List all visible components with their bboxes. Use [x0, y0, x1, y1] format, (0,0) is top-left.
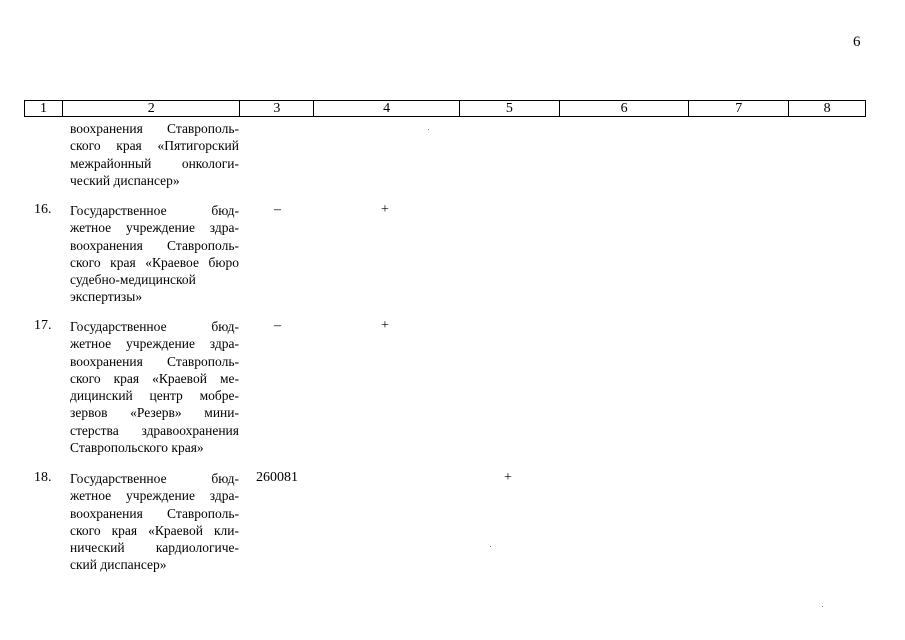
header-col-6: 6 [560, 101, 690, 116]
name-line: Ставропольского края» [70, 440, 204, 456]
row-16-col-3: – [274, 202, 281, 217]
name-line: межрайонный онкологи- [70, 155, 239, 171]
name-line: Государственное бюд- [70, 471, 239, 486]
header-col-4: 4 [314, 101, 460, 116]
name-line: Государственное бюд- [70, 319, 239, 334]
name-line: воохранения Ставрополь- [70, 121, 239, 136]
name-line: воохранения Ставрополь- [70, 353, 239, 369]
name-line: стерства здравоохранения [70, 422, 239, 438]
header-col-2: 2 [63, 101, 241, 116]
row-16-col-4: + [381, 202, 389, 217]
name-line: ского края «Краевой кли- [70, 522, 239, 538]
scan-speck [490, 546, 491, 547]
row-18-name [70, 470, 239, 574]
header-col-5: 5 [460, 101, 560, 116]
name-line: судебно-медицинской [70, 272, 196, 288]
name-line: нический кардиологиче- [70, 540, 239, 556]
row-17-col-4: + [381, 318, 389, 333]
name-line: воохранения Ставрополь- [70, 505, 239, 521]
name-line: ского края «Краевое бюро [70, 254, 239, 270]
name-line: Государственное бюд- [70, 203, 239, 218]
row-17-name [70, 318, 239, 456]
name-line: зервов «Резерв» мини- [70, 405, 239, 421]
header-col-7: 7 [689, 101, 789, 116]
name-line: экспертизы» [70, 289, 143, 305]
table-header-row [24, 100, 866, 117]
name-line: ского края «Пятигорский [70, 138, 239, 154]
header-col-3: 3 [240, 101, 314, 116]
row-17-number: 17. [34, 318, 52, 333]
continuation-name [70, 120, 239, 189]
page-number: 6 [853, 34, 861, 50]
header-col-8: 8 [823, 101, 831, 116]
row-16-number: 16. [34, 202, 52, 217]
row-18-col-5: + [504, 470, 512, 485]
name-line: ского края «Краевой ме- [70, 370, 239, 386]
row-18-number: 18. [34, 470, 52, 485]
header-col-1: 1 [25, 101, 63, 116]
name-line: дицинский центр мобре- [70, 388, 239, 404]
name-line: ский диспансер» [70, 557, 167, 573]
scan-speck [822, 606, 823, 607]
name-line: жетное учреждение здра- [70, 488, 239, 504]
name-line: ческий диспансер» [70, 172, 180, 188]
scan-speck [428, 129, 429, 130]
row-18-col-3: 260081 [256, 470, 298, 485]
name-line: жетное учреждение здра- [70, 220, 239, 236]
row-17-col-3: – [274, 318, 281, 333]
row-16-name [70, 202, 239, 306]
name-line: жетное учреждение здра- [70, 336, 239, 352]
name-line: воохранения Ставрополь- [70, 237, 239, 253]
